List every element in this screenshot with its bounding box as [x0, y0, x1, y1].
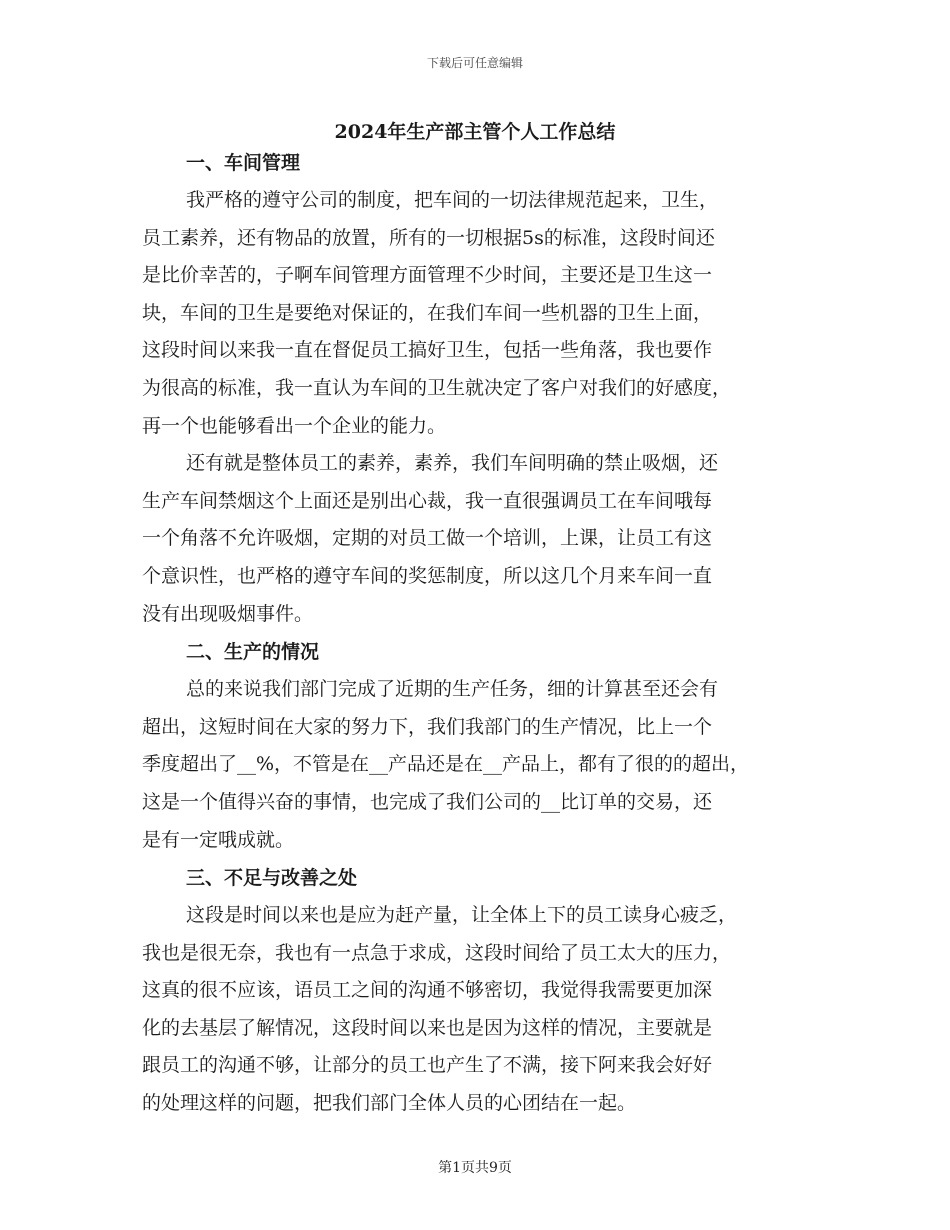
document-title: 2024年生产部主管个人工作总结 [334, 121, 616, 143]
paragraph [142, 671, 818, 859]
paragraph-line: 块，车间的卫生是要绝对保证的，在我们车间一些机器的卫生上面， [142, 301, 713, 324]
paragraph-line: 超出，这短时间在大家的努力下，我们我部门的生产情况，比上一个 [142, 715, 713, 738]
paragraph-line: 还有就是整体员工的素养，素养，我们车间明确的禁止吸烟，还 [186, 452, 719, 475]
paragraph-line: 这是一个值得兴奋的事情，也完成了我们公司的__比订单的交易，还 [142, 790, 713, 813]
header-note: 下载后可任意编辑 [426, 56, 523, 70]
paragraph-line: 一个角落不允许吸烟，定期的对员工做一个培训，上课，让员工有这 [142, 527, 713, 550]
paragraph [142, 182, 818, 445]
paragraph-line: 我严格的遵守公司的制度，把车间的一切法律规范起来，卫生， [186, 189, 719, 211]
page-footer: 第1页共9页 [438, 1160, 512, 1176]
paragraph-line: 跟员工的沟通不够，让部分的员工也产生了不满，接下阿来我会好好 [142, 1054, 713, 1077]
paragraph-line: 是比价幸苦的，子啊车间管理方面管理不少时间，主要还是卫生这一 [142, 264, 713, 287]
paragraph-line: 是有一定哦成就。 [142, 828, 295, 851]
paragraph-line: 生产车间禁烟这个上面还是别出心裁，我一直很强调员工在车间哦每 [142, 489, 713, 512]
paragraph-line: 总的来说我们部门完成了近期的生产任务，细的计算甚至还会有 [186, 678, 719, 701]
paragraph-line: 为很高的标准，我一直认为车间的卫生就决定了客户对我们的好感度， [142, 376, 732, 399]
paragraph-line: 季度超出了__%，不管是在__产品还是在__产品上，都有了很的的超出， [142, 753, 750, 776]
paragraph-line: 这段是时间以来也是应为赶产量，让全体上下的员工读身心疲乏， [186, 904, 738, 927]
paragraph [142, 897, 818, 1123]
paragraph-line: 我也是很无奈，我也有一点急于求成，这段时间给了员工太大的压力， [142, 941, 732, 964]
paragraph [142, 445, 818, 633]
paragraph-line: 化的去基层了解情况，这段时间以来也是因为这样的情况，主要就是 [142, 1016, 713, 1039]
paragraph-line: 这段时间以来我一直在督促员工搞好卫生，包括一些角落，我也要作 [142, 339, 713, 362]
paragraph-line: 再一个也能够看出一个企业的能力。 [142, 414, 447, 437]
document-body [142, 144, 818, 1123]
paragraph-line: 的处理这样的问题，把我们部门全体人员的心团结在一起。 [142, 1092, 637, 1115]
paragraph-line: 这真的很不应该，语员工之间的沟通不够密切，我觉得我需要更加深 [142, 979, 713, 1002]
paragraph-line: 员工素养，还有物品的放置，所有的一切根据5s的标准，这段时间还 [142, 226, 715, 249]
paragraph-line: 个意识性，也严格的遵守车间的奖惩制度，所以这几个月来车间一直 [142, 564, 713, 587]
paragraph-line: 没有出现吸烟事件。 [142, 602, 314, 625]
section-heading: 三、不足与改善之处 [186, 867, 358, 890]
section-heading: 一、车间管理 [186, 152, 301, 174]
section-heading: 二、生产的情况 [186, 641, 320, 664]
